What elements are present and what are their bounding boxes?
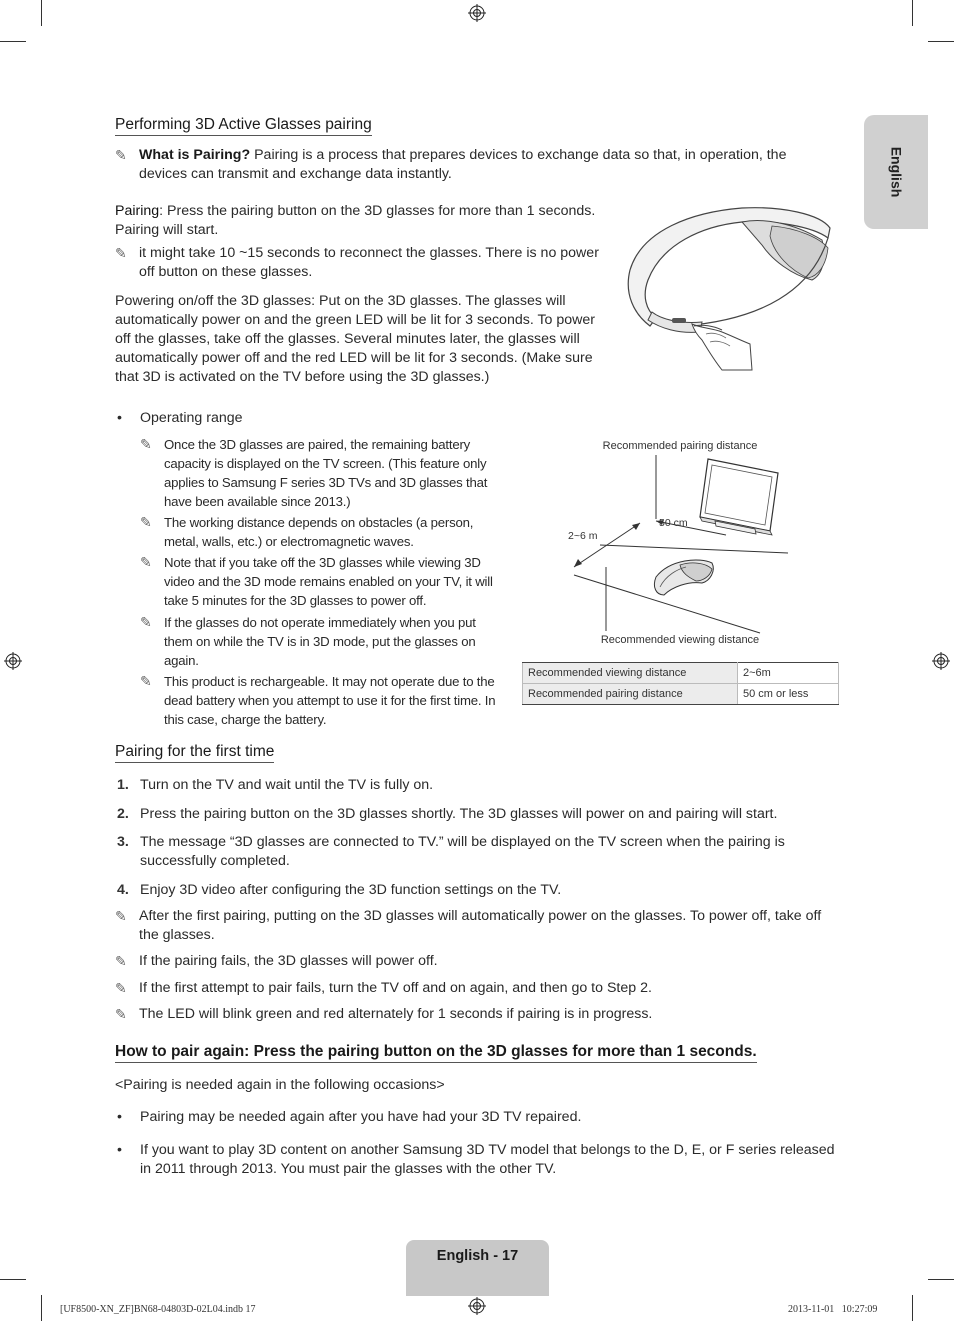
powering-paragraph: Powering on/off the 3D glasses: Put on the 3D glasses. The glasses will automatically power on and the green LED will be lit for 3 seconds. To power off the glasses, take off the glasses. Several minutes later, the glasses will automatically power off and the red LED will be lit for 3 seconds. (Make sure that 3D is activated on the TV before using the 3D glasses.) <box>115 293 596 385</box>
table-row <box>523 684 839 705</box>
operating-range-label: Operating range <box>140 410 243 426</box>
table-row <box>523 663 839 684</box>
crop-mark <box>0 1279 26 1280</box>
registration-mark-icon <box>932 652 950 670</box>
note-text: The working distance depends on obstacles (a person, metal, walls, etc.) or electromagnetic waves. <box>164 515 474 549</box>
table-cell: Recommended pairing distance <box>523 684 738 705</box>
crop-mark <box>41 1295 42 1321</box>
pencil-note-icon: ✎ <box>115 980 127 996</box>
pair-again-bullet: If you want to play 3D content on another Samsung 3D TV model that belongs to the D, E, or F series released in 2011 through 2013. You must pair the glasses with the other TV. <box>140 1142 835 1177</box>
step-text: Enjoy 3D video after configuring the 3D function settings on the TV. <box>140 882 562 898</box>
crop-mark <box>928 1279 954 1280</box>
page-number: English - 17 <box>436 1248 519 1264</box>
note-text: Note that if you take off the 3D glasses while viewing 3D video and the 3D mode remains enabled on your TV, it will take 5 minutes for the 3D glasses to power off. <box>164 555 493 608</box>
step-number: 2. <box>117 806 129 822</box>
print-slug-left: [UF8500-XN_ZF]BN68-04803D-02L04.indb 17 <box>60 1304 256 1315</box>
diagram-label-viewing: Recommended viewing distance <box>600 634 760 646</box>
bullet-icon: • <box>117 410 122 426</box>
what-is-pairing-text: Pairing is a process that prepares devices to exchange data so that, in operation, the devices can transmit and exchange data instantly. <box>139 147 787 182</box>
step-text: Press the pairing button on the 3D glasses shortly. The 3D glasses will power on and pairing will start. <box>140 806 778 822</box>
pencil-note-icon: ✎ <box>115 147 127 163</box>
pair-again-intro: <Pairing is needed again in the following occasions> <box>115 1077 445 1093</box>
step-number: 1. <box>117 777 129 793</box>
note-text: The LED will blink green and red alternately for 1 seconds if pairing is in progress. <box>139 1006 653 1022</box>
table-cell: 2~6m <box>738 663 839 684</box>
pairing-label: Pairing <box>115 203 160 219</box>
pencil-note-icon: ✎ <box>140 614 152 630</box>
operating-range-diagram <box>560 435 840 655</box>
pair-again-bullet: Pairing may be needed again after you have had your 3D TV repaired. <box>140 1109 582 1125</box>
crop-mark <box>912 0 913 26</box>
pencil-note-icon: ✎ <box>140 673 152 689</box>
diagram-label-range: 2~6 m <box>568 530 598 542</box>
pencil-note-icon: ✎ <box>140 514 152 530</box>
section-title-first-time: Pairing for the first time <box>115 742 274 763</box>
pencil-note-icon: ✎ <box>115 908 127 924</box>
crop-mark <box>912 1295 913 1321</box>
registration-mark-icon <box>468 1297 486 1315</box>
table-cell: Recommended viewing distance <box>523 663 738 684</box>
note-text: Once the 3D glasses are paired, the remaining battery capacity is displayed on the TV screen. (This feature only applies to Samsung F series 3D TVs and 3D glasses that have been available since 2013.) <box>164 437 488 509</box>
section-title-pair-again: How to pair again: Press the pairing button on the 3D glasses for more than 1 seconds. <box>115 1042 757 1063</box>
crop-mark <box>41 0 42 26</box>
registration-mark-icon <box>468 4 486 22</box>
reconnect-note-text: it might take 10 ~15 seconds to reconnect the glasses. There is no power off button on these glasses. <box>139 245 599 280</box>
step-text: The message “3D glasses are connected to TV.” will be displayed on the TV screen when the pairing is successfully completed. <box>140 834 785 869</box>
pencil-note-icon: ✎ <box>115 953 127 969</box>
pencil-note-icon: ✎ <box>140 436 152 452</box>
step-text: Turn on the TV and wait until the TV is fully on. <box>140 777 434 793</box>
what-is-pairing-label: What is Pairing? <box>139 147 251 163</box>
print-slug-right: 2013-11-01 10:27:09 <box>788 1304 878 1315</box>
note-text: If the glasses do not operate immediately when you put them on while the TV is in 3D mode, put the glasses on again. <box>164 615 476 668</box>
pairing-text: : Press the pairing button on the 3D glasses for more than 1 seconds. Pairing will start. <box>115 203 596 238</box>
glasses-pairing-illustration <box>622 200 832 372</box>
pencil-note-icon: ✎ <box>115 245 127 261</box>
crop-mark <box>928 41 954 42</box>
bullet-icon: • <box>117 1142 122 1158</box>
note-text: If the pairing fails, the 3D glasses will power off. <box>139 953 438 969</box>
pencil-note-icon: ✎ <box>140 554 152 570</box>
note-text: After the first pairing, putting on the 3D glasses will automatically power on the glasses. To power off, take off the glasses. <box>139 908 822 943</box>
diagram-label-50cm: 50 cm <box>659 517 688 529</box>
recommended-distance-table <box>522 662 839 705</box>
diagram-label-pairing: Recommended pairing distance <box>602 440 758 452</box>
note-text: This product is rechargeable. It may not operate due to the dead battery when you attempt to use it for the first time. In this case, charge the battery. <box>164 674 496 727</box>
registration-mark-icon <box>4 652 22 670</box>
table-cell: 50 cm or less <box>738 684 839 705</box>
step-number: 3. <box>117 834 129 850</box>
step-number: 4. <box>117 882 129 898</box>
pencil-note-icon: ✎ <box>115 1006 127 1022</box>
language-side-tab-label: English <box>888 146 905 198</box>
bullet-icon: • <box>117 1109 122 1125</box>
note-text: If the first attempt to pair fails, turn the TV off and on again, and then go to Step 2. <box>139 980 652 996</box>
pairing-paragraph <box>115 202 605 240</box>
crop-mark <box>0 41 26 42</box>
section-title-performing-pairing: Performing 3D Active Glasses pairing <box>115 115 372 136</box>
